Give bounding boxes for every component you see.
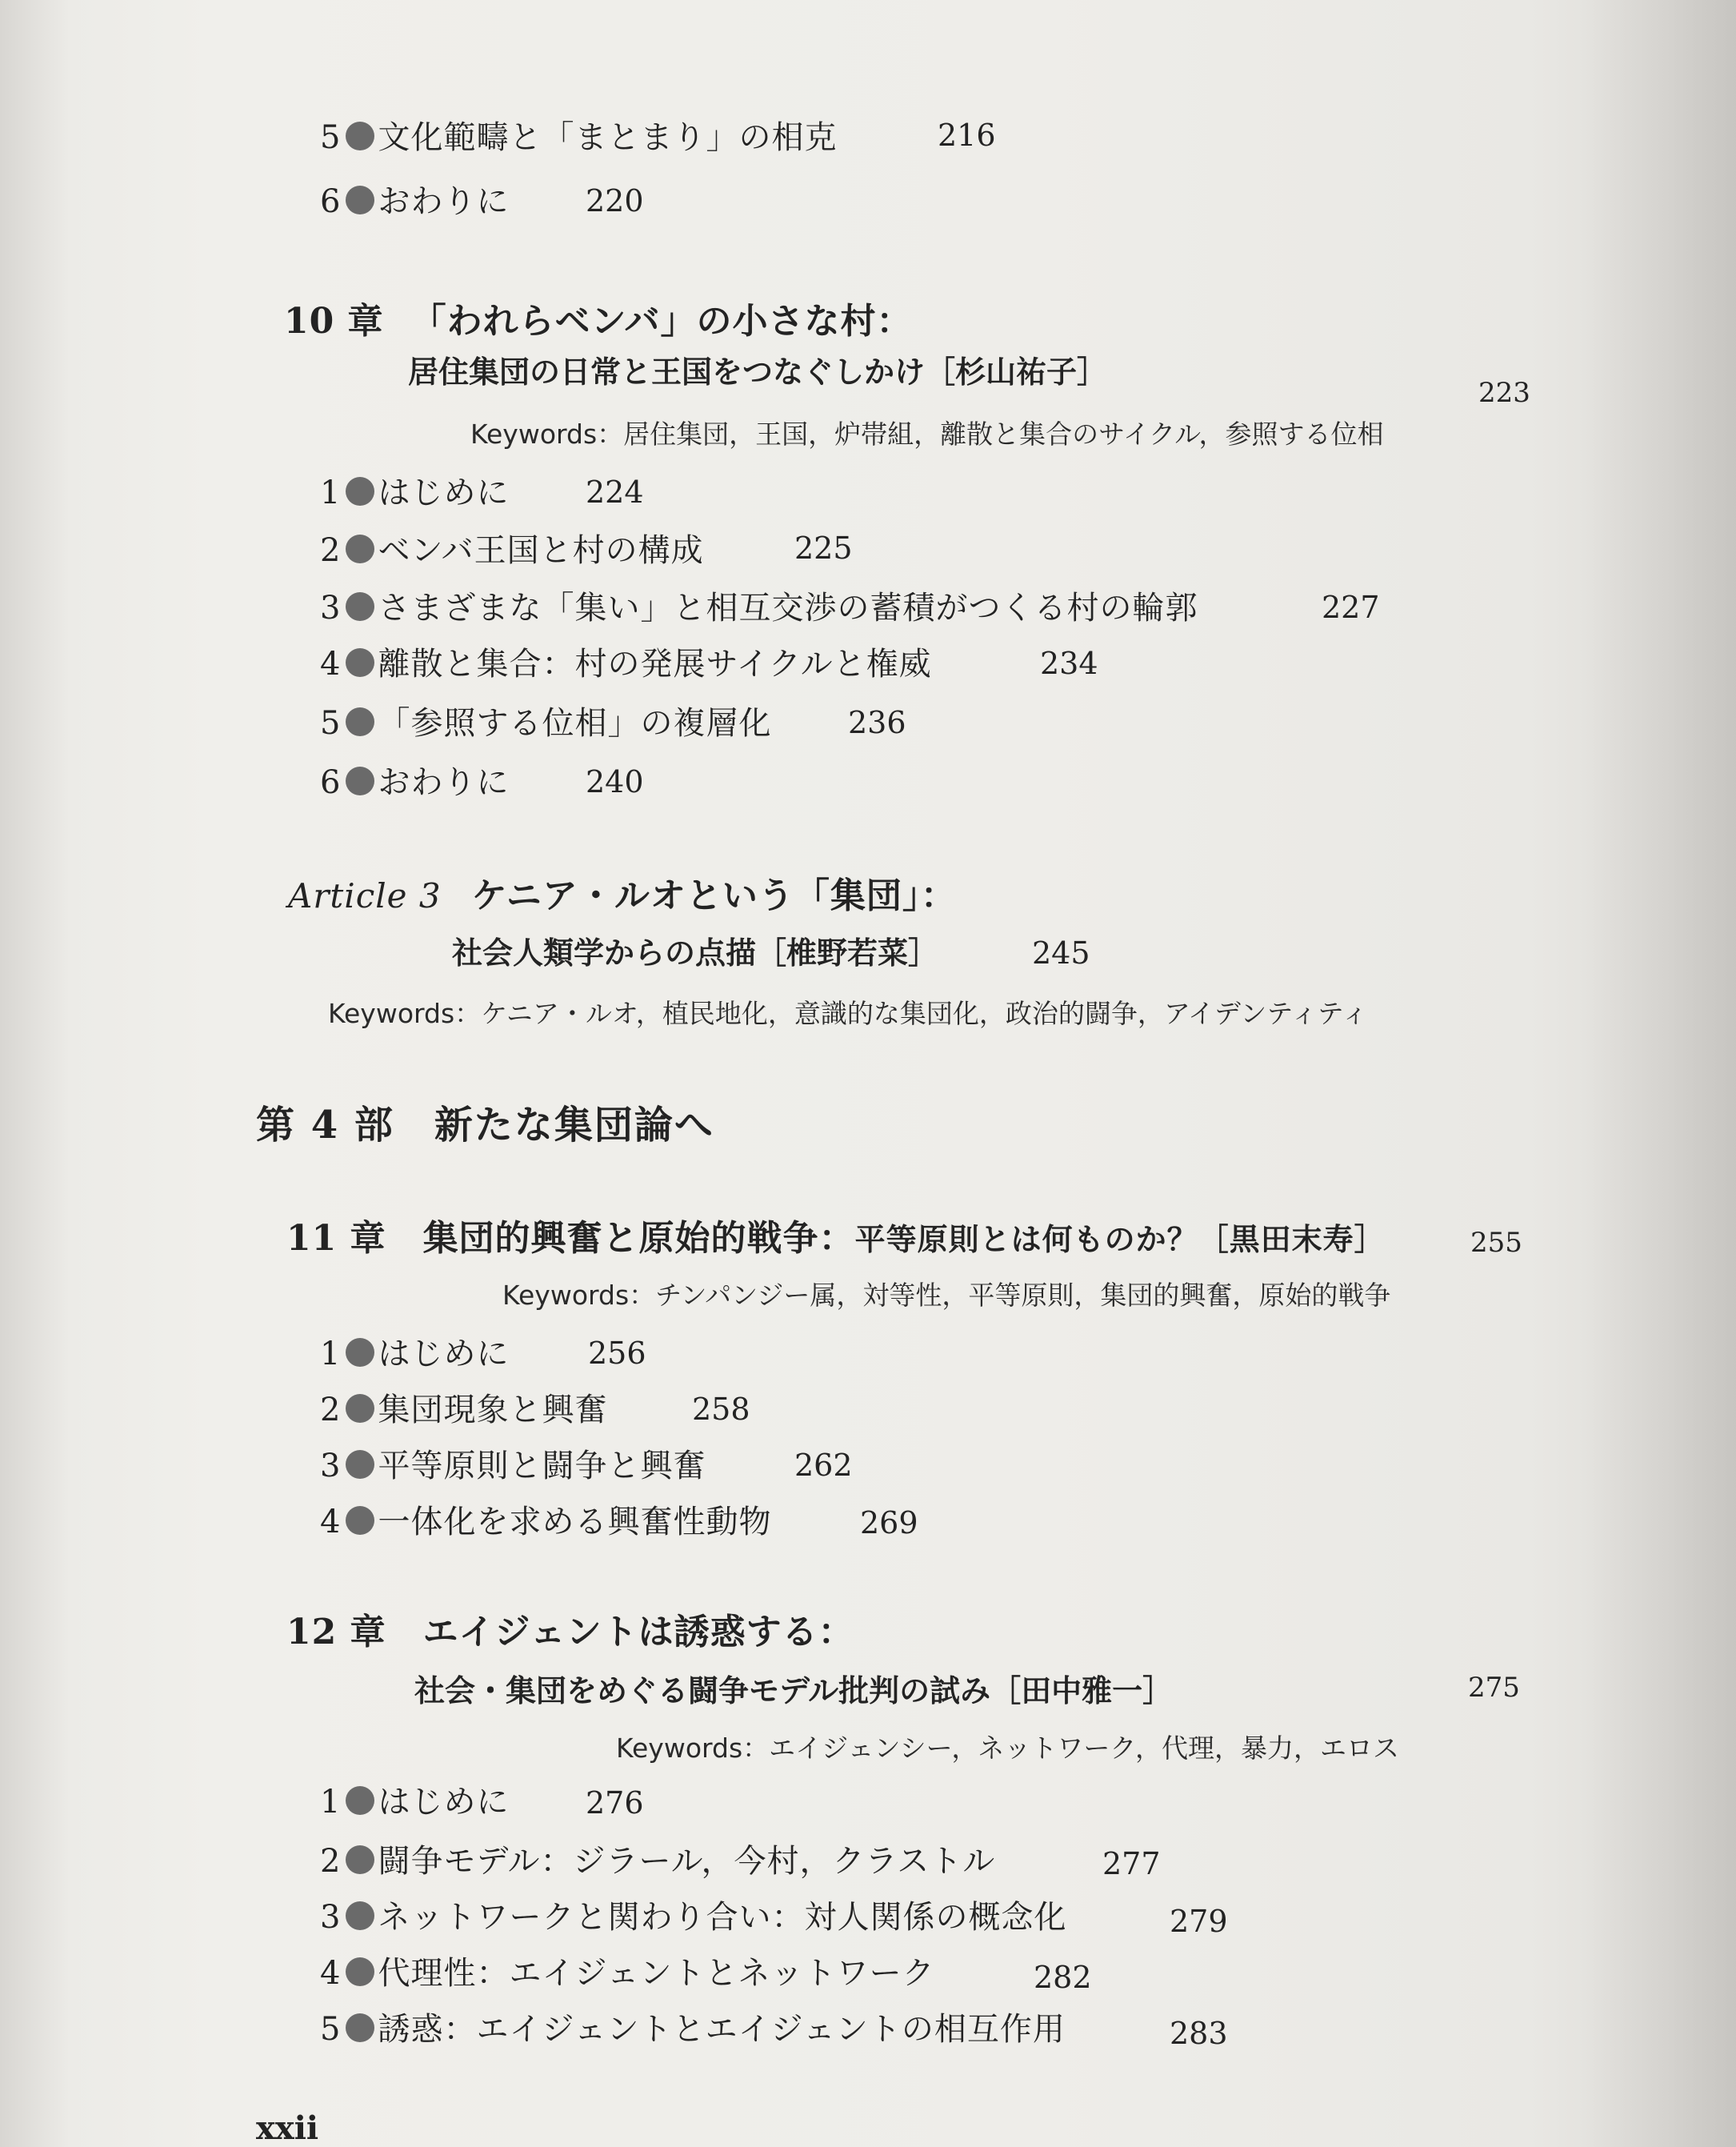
part-4-heading[interactable]: 第 4 部 新たな集団論へ bbox=[256, 1103, 714, 1148]
section-title: 誘惑：エイジェントとエイジェントの相互作用 bbox=[378, 2011, 1066, 2048]
section-page-number: 225 bbox=[794, 531, 853, 566]
section-title: 「参照する位相」の複層化 bbox=[378, 705, 772, 742]
bullet-icon bbox=[346, 1786, 374, 1815]
chapter-12-page-number: 275 bbox=[1468, 1672, 1520, 1704]
section-page-number: 269 bbox=[860, 1505, 918, 1540]
toc-section-11-2[interactable] bbox=[320, 1394, 607, 1426]
chapter-11-page-number: 255 bbox=[1470, 1227, 1522, 1259]
bullet-icon bbox=[346, 1957, 374, 1986]
section-title: はじめに bbox=[378, 1336, 510, 1372]
section-number: 1 bbox=[320, 1336, 342, 1372]
article-label: Article 3 bbox=[288, 876, 442, 915]
toc-section-9-5[interactable] bbox=[320, 119, 838, 156]
section-title: 文化範疇と「まとまり」の相克 bbox=[378, 119, 838, 156]
article-title: ケニア・ルオという「集団」： bbox=[471, 875, 957, 916]
bullet-icon bbox=[346, 767, 374, 795]
bullet-icon bbox=[346, 1845, 374, 1874]
bullet-icon bbox=[346, 648, 374, 677]
section-title: 代理性：エイジェントとネットワーク bbox=[378, 1955, 935, 1992]
bullet-icon bbox=[346, 122, 374, 150]
chapter-12-heading[interactable] bbox=[286, 1612, 854, 1652]
toc-section-11-3[interactable] bbox=[320, 1450, 706, 1482]
toc-section-10-1[interactable] bbox=[320, 477, 509, 509]
section-page-number: 262 bbox=[794, 1448, 853, 1483]
section-number: 2 bbox=[320, 1392, 342, 1428]
section-number: 5 bbox=[320, 705, 342, 742]
section-number: 3 bbox=[320, 1448, 342, 1484]
bullet-icon bbox=[346, 186, 374, 214]
bullet-icon bbox=[346, 535, 374, 563]
section-title: おわりに bbox=[378, 183, 510, 220]
toc-section-12-1[interactable] bbox=[320, 1784, 510, 1821]
section-number: 3 bbox=[320, 590, 342, 627]
section-page-number: 258 bbox=[692, 1392, 750, 1427]
toc-section-12-3[interactable] bbox=[320, 1899, 1067, 1936]
toc-section-10-3[interactable] bbox=[320, 590, 1198, 627]
chapter-label: 12 章 bbox=[286, 1612, 386, 1652]
section-number: 3 bbox=[320, 1899, 342, 1936]
toc-section-12-2[interactable] bbox=[320, 1843, 996, 1880]
section-number: 4 bbox=[320, 1504, 342, 1540]
section-title: 一体化を求める興奮性動物 bbox=[378, 1504, 772, 1540]
article-3-subtitle: 社会人類学からの点描［椎野若菜］ bbox=[452, 935, 939, 971]
bullet-icon bbox=[346, 477, 374, 506]
chapter-label: 10 章 bbox=[284, 301, 384, 342]
section-title: はじめに bbox=[378, 475, 510, 511]
section-title: はじめに bbox=[378, 1784, 510, 1821]
section-page-number: 234 bbox=[1040, 646, 1098, 681]
article-3-keywords: Keywords：ケニア・ルオ，植民地化，意識的な集団化，政治的闘争，アイデンティティ bbox=[328, 998, 1368, 1029]
section-page-number: 279 bbox=[1170, 1904, 1228, 1939]
section-title: ベンバ王国と村の構成 bbox=[378, 532, 704, 569]
chapter-label: 11 章 bbox=[286, 1218, 386, 1259]
page-number: xxii bbox=[256, 2109, 319, 2147]
chapter-11-heading[interactable] bbox=[286, 1218, 1386, 1259]
chapter-10-heading[interactable] bbox=[284, 301, 913, 342]
section-number: 1 bbox=[320, 475, 342, 511]
section-title: ネットワークと関わり合い：対人関係の概念化 bbox=[378, 1899, 1067, 1936]
section-number: 5 bbox=[320, 2011, 342, 2048]
chapter-12-keywords: Keywords：エイジェンシー，ネットワーク，代理，暴力，エロス bbox=[616, 1732, 1400, 1764]
chapter-12-subtitle: 社会・集団をめぐる闘争モデル批判の試み［田中雅一］ bbox=[414, 1672, 1174, 1708]
toc-section-11-1[interactable] bbox=[320, 1338, 509, 1370]
article-3-heading[interactable] bbox=[288, 875, 957, 916]
section-number: 6 bbox=[320, 183, 342, 220]
section-page-number: 220 bbox=[586, 183, 644, 218]
section-page-number: 227 bbox=[1322, 590, 1380, 625]
section-title: 集団現象と興奮 bbox=[378, 1392, 608, 1428]
section-page-number: 283 bbox=[1170, 2016, 1228, 2051]
bullet-icon bbox=[346, 707, 374, 736]
section-number: 4 bbox=[320, 1955, 342, 1992]
toc-section-10-5[interactable] bbox=[320, 705, 772, 742]
section-page-number: 216 bbox=[938, 118, 996, 153]
toc-section-10-4[interactable] bbox=[320, 646, 932, 683]
bullet-icon bbox=[346, 1338, 374, 1367]
toc-section-10-6[interactable] bbox=[320, 764, 510, 801]
section-page-number: 236 bbox=[848, 705, 906, 740]
section-title: さまざまな「集い」と相互交渉の蓄積がつくる村の輪郭 bbox=[378, 590, 1198, 627]
section-number: 6 bbox=[320, 764, 342, 801]
chapter-subtitle: 平等原則とは何ものか？［黒田末寿］ bbox=[854, 1221, 1386, 1257]
section-number: 5 bbox=[320, 119, 342, 156]
section-page-number: 276 bbox=[586, 1785, 644, 1821]
section-number: 2 bbox=[320, 1843, 342, 1880]
section-page-number: 256 bbox=[588, 1336, 646, 1371]
section-page-number: 224 bbox=[586, 475, 644, 510]
bullet-icon bbox=[346, 1394, 374, 1423]
chapter-title: エイジェントは誘惑する： bbox=[422, 1612, 854, 1652]
section-page-number: 277 bbox=[1102, 1846, 1161, 1881]
page-gutter-shadow bbox=[1584, 0, 1736, 2147]
section-number: 4 bbox=[320, 646, 342, 683]
chapter-title: 「われらベンバ」の小さな村： bbox=[410, 301, 913, 342]
section-title: 離散と集合：村の発展サイクルと権威 bbox=[378, 646, 932, 683]
section-title: 闘争モデル：ジラール，今村，クラストル bbox=[378, 1843, 996, 1880]
section-title: 平等原則と闘争と興奮 bbox=[378, 1448, 706, 1484]
toc-section-10-2[interactable] bbox=[320, 532, 704, 569]
toc-section-11-4[interactable] bbox=[320, 1506, 771, 1538]
bullet-icon bbox=[346, 1901, 374, 1930]
section-page-number: 282 bbox=[1034, 1960, 1092, 1995]
chapter-title: 集団的興奮と原始的戦争： bbox=[422, 1218, 855, 1259]
bullet-icon bbox=[346, 1506, 374, 1535]
bullet-icon bbox=[346, 592, 374, 621]
chapter-10-page-number: 223 bbox=[1478, 377, 1530, 409]
toc-section-12-4[interactable] bbox=[320, 1955, 935, 1992]
section-number: 1 bbox=[320, 1784, 342, 1821]
chapter-10-subtitle: 居住集団の日常と王国をつなぐしかけ［杉山祐子］ bbox=[408, 354, 1108, 390]
article-3-page-number: 245 bbox=[1032, 935, 1090, 971]
toc-section-12-5[interactable] bbox=[320, 2011, 1066, 2048]
bullet-icon bbox=[346, 1450, 374, 1479]
toc-section-9-6[interactable] bbox=[320, 183, 510, 220]
chapter-10-keywords: Keywords：居住集団，王国，炉帯組，離散と集合のサイクル，参照する位相 bbox=[470, 419, 1384, 450]
section-number: 2 bbox=[320, 532, 342, 569]
section-page-number: 240 bbox=[586, 764, 644, 799]
chapter-11-keywords: Keywords：チンパンジー属，対等性，平等原則，集団的興奮，原始的戦争 bbox=[502, 1280, 1391, 1311]
section-title: おわりに bbox=[378, 764, 510, 801]
bullet-icon bbox=[346, 2013, 374, 2042]
